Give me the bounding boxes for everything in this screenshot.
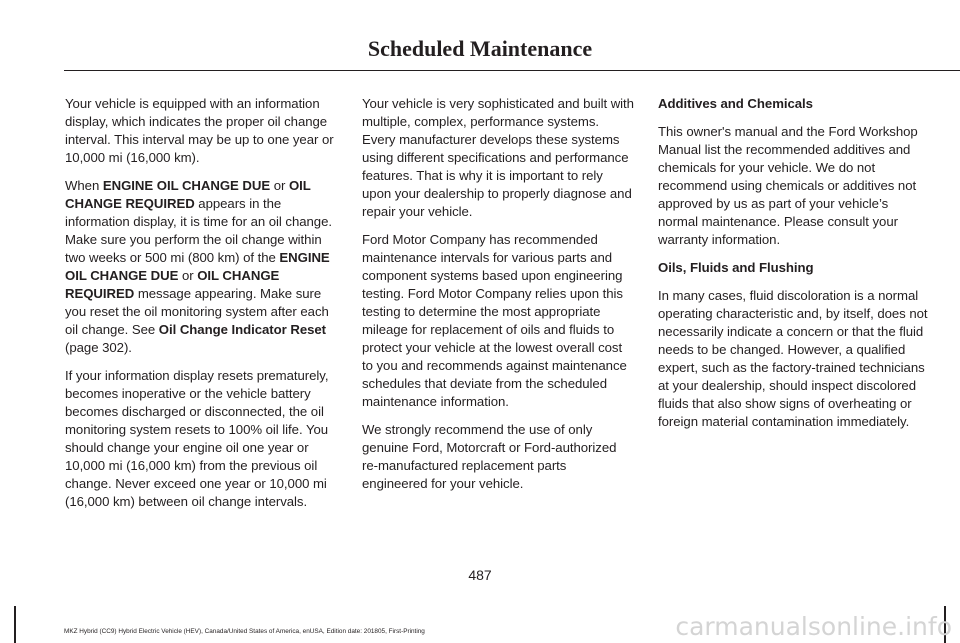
paragraph: Ford Motor Company has recommended maintenance intervals for various parts and component systems based upon engineering testing. Ford Motor Company relies upon this testing to determine the most appropriate mileage for replacement of oils and fluids to protect your vehicle at the lowest overall cost to you and recommends against maintenance schedules that deviate from the scheduled maintenance information. [362,232,627,409]
text: message appearing. Make sure you reset the oil monitoring system after each oil change. See [65,286,329,337]
message-engine-oil-change-due: ENGINE OIL CHANGE DUE [102,178,271,193]
section-heading-additives: Additives and Chemicals [658,96,813,111]
page-title: Scheduled Maintenance [367,36,593,61]
message-oil-change-required: OIL CHANGE REQUIRED [65,268,280,301]
text: When [65,178,103,193]
paragraph: If your information display resets prematurely, becomes inoperative or the vehicle battery becomes discharged or disconnected, the oil monitoring system resets to 100% oil life. You should change your engine oil one year or 10,000 mi (16,000 km) from the previous oil change. Never exceed one year or 10,000 mi (16,000 km) between oil change intervals. [65,368,329,509]
section-heading-oils-fluids: Oils, Fluids and Flushing [658,260,814,275]
watermark: carmanualsonline.info [675,612,952,641]
footer-edition-info: MKZ Hybrid (CC9) Hybrid Electric Vehicle (HEV), Canada/United States of America, enUSA, Edition date: 201805, First-Printing [64,628,425,635]
text: (page 302). [65,340,132,355]
paragraph: We strongly recommend the use of only genuine Ford, Motorcraft or Ford-authorized re-manufactured replacement parts engineered for your vehicle. [362,422,617,491]
message-oil-change-required: OIL CHANGE REQUIRED [65,178,311,211]
page-number: 487 [468,567,492,583]
paragraph: In many cases, fluid discoloration is a normal operating characteristic and, by itself, does not necessarily indicate a concern or that the fluid needs to be changed. However, a qualified expert, such as the factory-trained technicians at your dealership, should inspect discolored fluids that also show signs of overheating or foreign material contamination immediately. [658,288,928,429]
paragraph-oil-change-message [65,177,337,357]
column-right [658,95,930,441]
column-middle [362,95,634,503]
oil-change-indicator-reset-link[interactable]: Oil Change Indicator Reset [158,322,327,337]
column-left [65,95,337,521]
text: appears in the information display, it is time for an oil change. Make sure you perform the oil change within two weeks or 500 mi (800 km) of the [65,196,332,265]
message-engine-oil-change-due: ENGINE OIL CHANGE DUE [65,250,330,283]
paragraph: This owner's manual and the Ford Workshop Manual list the recommended additives and chemicals for your vehicle. We do not recommend using chemicals or additives not approved by us as part of your vehicle’s normal maintenance. Please consult your warranty information. [658,124,918,247]
paragraph: Your vehicle is very sophisticated and built with multiple, complex, performance systems. Every manufacturer develops these systems using different specifications and performance features. That is why it is important to rely upon your dealership to properly diagnose and repair your vehicle. [362,96,634,219]
header-divider [64,70,960,71]
crop-mark [14,606,16,643]
text: or [178,268,198,283]
text: or [270,178,289,193]
paragraph: Your vehicle is equipped with an information display, which indicates the proper oil change interval. This interval may be up to one year or 10,000 mi (16,000 km). [65,96,334,165]
